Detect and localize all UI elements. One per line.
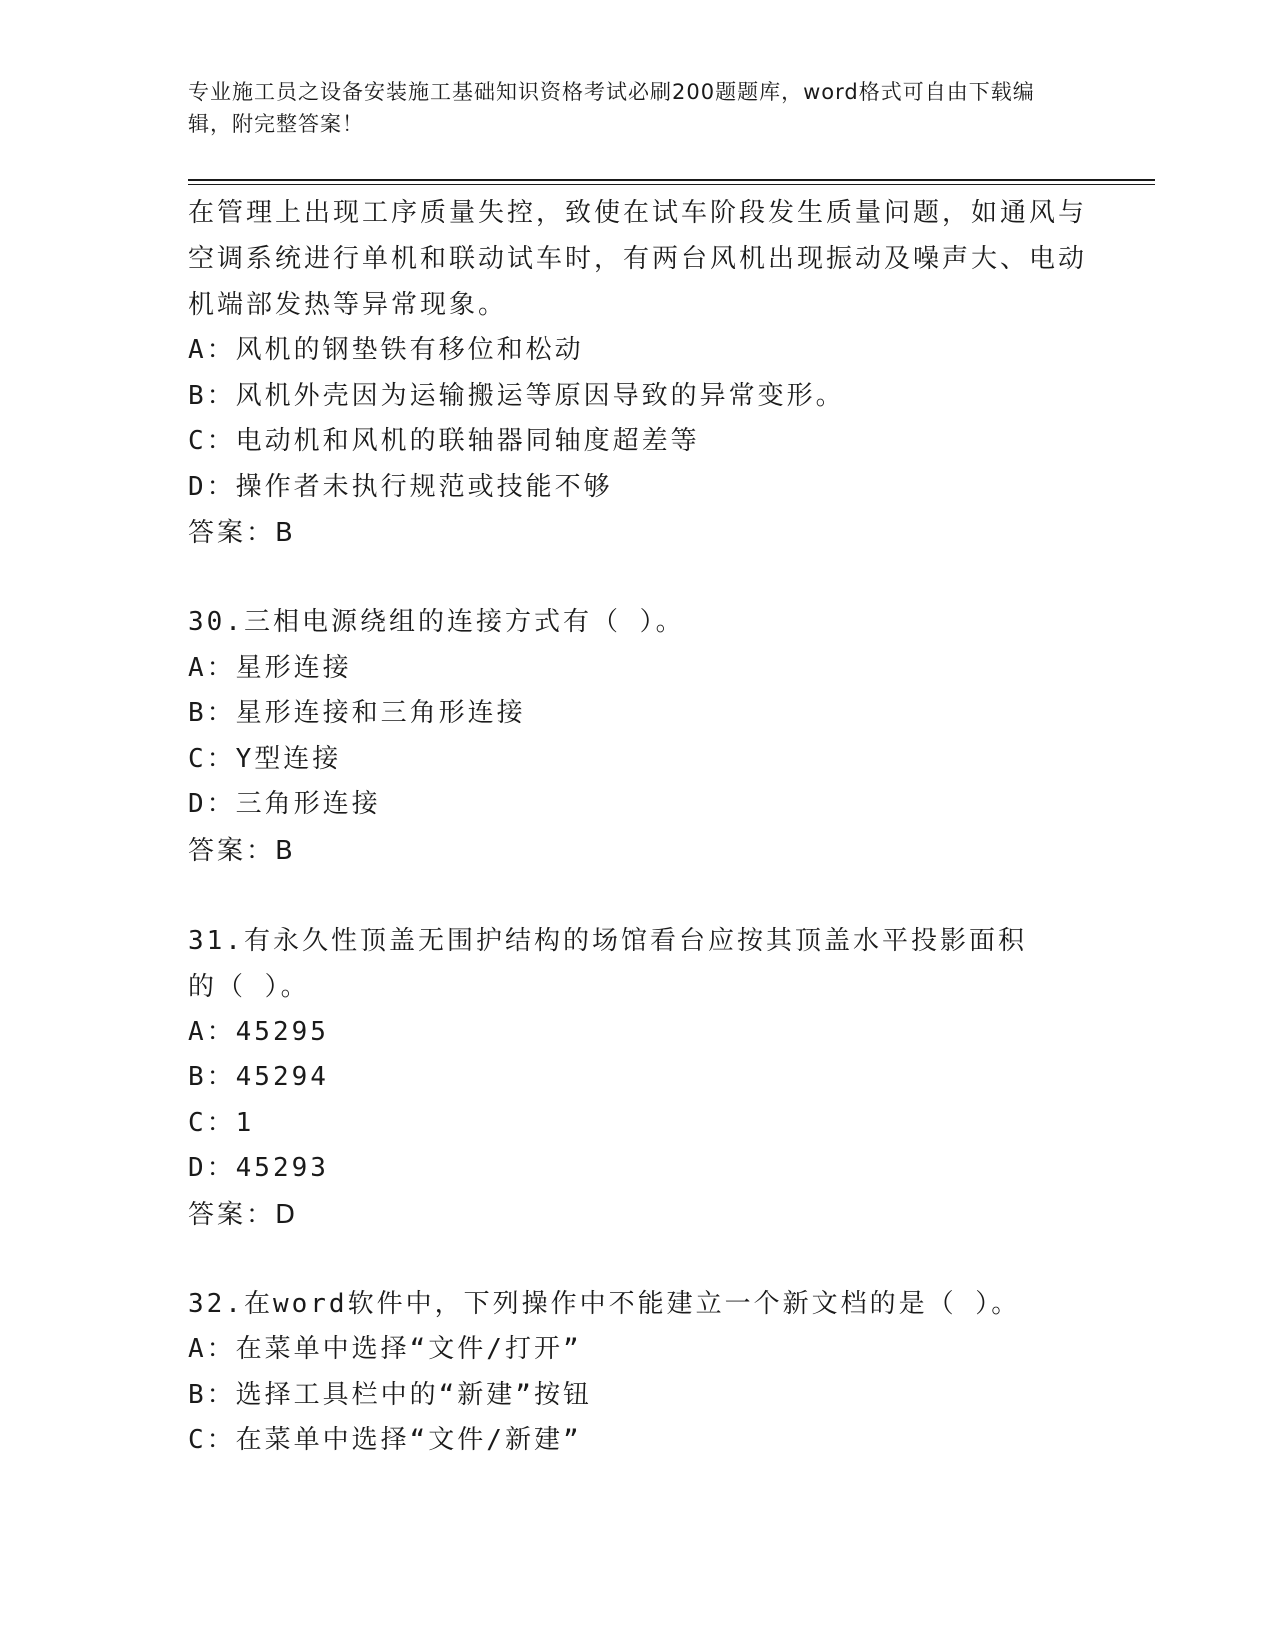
option-a: A：45295 bbox=[188, 1016, 329, 1047]
option-a: A：在菜单中选择“文件/打开” bbox=[188, 1334, 582, 1364]
question-stem: 31.有永久性顶盖无围护结构的场馆看台应按其顶盖水平投影面积的（ ）。 bbox=[188, 925, 1027, 1002]
option-b: B：45294 bbox=[188, 1062, 329, 1092]
page-header-title: 专业施工员之设备安装施工基础知识资格考试必刷200题题库，word格式可自由下载编辑，附完整答案！ bbox=[188, 80, 1035, 136]
option-d: D：操作者未执行规范或技能不够 bbox=[188, 471, 613, 502]
option-b: B：星形连接和三角形连接 bbox=[188, 698, 526, 728]
option-d: D：45293 bbox=[188, 1153, 329, 1183]
option-c: C：在菜单中选择“文件/新建” bbox=[188, 1425, 582, 1455]
header-divider-thick bbox=[188, 179, 1155, 181]
option-b: B：选择工具栏中的“新建”按钮 bbox=[188, 1379, 592, 1410]
answer-label: 答案：B bbox=[188, 518, 296, 548]
question-stem: 30.三相电源绕组的连接方式有（ ）。 bbox=[188, 607, 685, 637]
question-29 bbox=[188, 190, 1088, 556]
option-c: C：1 bbox=[188, 1107, 255, 1138]
option-b: B：风机外壳因为运输搬运等原因导致的异常变形。 bbox=[188, 380, 845, 411]
option-c: C：电动机和风机的联轴器同轴度超差等 bbox=[188, 426, 700, 456]
answer-label: 答案：D bbox=[188, 1199, 299, 1230]
option-a: A：风机的钢垫铁有移位和松动 bbox=[188, 335, 584, 365]
question-32 bbox=[188, 1282, 1088, 1464]
question-stem: 32.在word软件中，下列操作中不能建立一个新文档的是（ ）。 bbox=[188, 1288, 1021, 1319]
answer-label: 答案：B bbox=[188, 835, 296, 866]
option-d: D：三角形连接 bbox=[188, 789, 381, 819]
question-body bbox=[188, 190, 1088, 1464]
question-stem: 在管理上出现工序质量失控，致使在试车阶段发生质量问题，如通风与空调系统进行单机和联动试车时，有两台风机出现振动及噪声大、电动机端部发热等异常现象。 bbox=[188, 198, 1088, 320]
question-31 bbox=[188, 918, 1088, 1238]
option-c: C：Y型连接 bbox=[188, 743, 342, 774]
header-divider-thin bbox=[188, 184, 1155, 185]
question-30 bbox=[188, 600, 1088, 874]
option-a: A：星形连接 bbox=[188, 652, 352, 683]
